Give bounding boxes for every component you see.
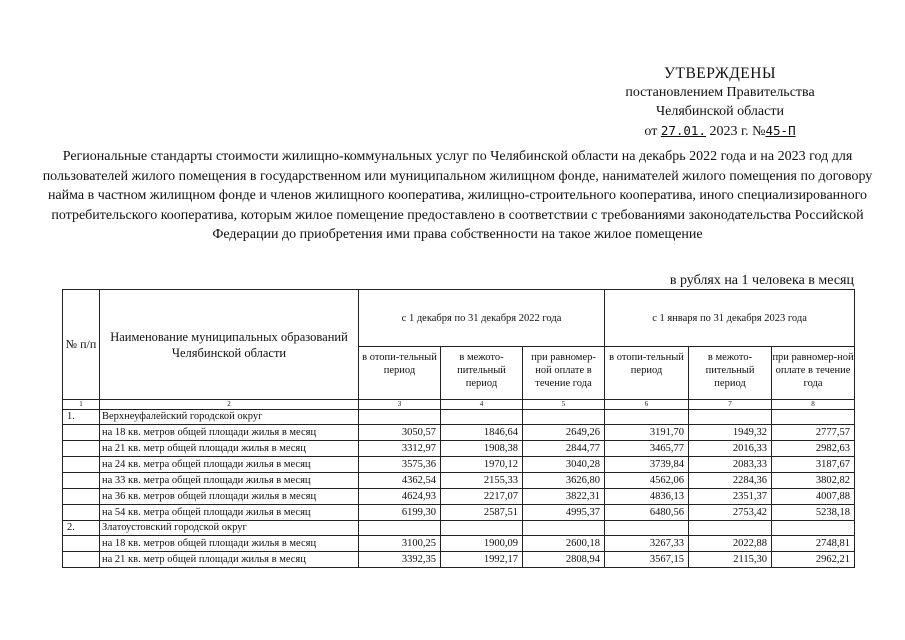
value-cell: 2083,33 — [689, 457, 772, 473]
row-name: на 18 кв. метров общей площади жилья в месяц — [100, 536, 359, 552]
column-index: 3 — [359, 400, 441, 410]
header-sub-offseason-2022: в межото-пительный период — [441, 347, 523, 400]
value-cell: 3567,15 — [605, 552, 689, 568]
table-row — [63, 425, 855, 441]
value-cell: 1992,17 — [441, 552, 523, 568]
group-row — [63, 410, 855, 425]
value-cell: 2284,36 — [689, 473, 772, 489]
value-cell: 3050,57 — [359, 425, 441, 441]
value-cell: 3739,84 — [605, 457, 689, 473]
table-body — [63, 410, 855, 568]
column-index: 4 — [441, 400, 523, 410]
empty-cell — [605, 521, 689, 536]
value-cell: 3575,36 — [359, 457, 441, 473]
value-cell: 6199,30 — [359, 505, 441, 521]
value-cell: 2217,07 — [441, 489, 523, 505]
value-cell: 2962,21 — [772, 552, 855, 568]
empty-cell — [523, 521, 605, 536]
row-name: на 21 кв. метр общей площади жилья в месяц — [100, 552, 359, 568]
row-number-cell — [63, 441, 100, 457]
column-index: 7 — [689, 400, 772, 410]
header-sub-heating-2023: в отопи-тельный период — [605, 347, 689, 400]
value-cell: 4562,06 — [605, 473, 689, 489]
group-number: 2. — [63, 521, 100, 536]
row-name: на 18 кв. метров общей площади жилья в месяц — [100, 425, 359, 441]
value-cell: 3626,80 — [523, 473, 605, 489]
table-row — [63, 441, 855, 457]
row-number-cell — [63, 536, 100, 552]
header-sub-heating-2022: в отопи-тельный период — [359, 347, 441, 400]
value-cell: 5238,18 — [772, 505, 855, 521]
header-num: № п/п — [63, 290, 100, 400]
approval-stamp — [595, 64, 845, 141]
value-cell: 3191,70 — [605, 425, 689, 441]
doc-number: 45-П — [765, 123, 796, 138]
value-cell: 3822,31 — [523, 489, 605, 505]
value-cell: 2777,57 — [772, 425, 855, 441]
column-index: 5 — [523, 400, 605, 410]
row-number-cell — [63, 489, 100, 505]
value-cell: 2753,42 — [689, 505, 772, 521]
table-row — [63, 473, 855, 489]
value-cell: 4995,37 — [523, 505, 605, 521]
value-cell: 6480,56 — [605, 505, 689, 521]
value-cell: 4362,54 — [359, 473, 441, 489]
standards-table — [62, 289, 855, 568]
value-cell: 4624,93 — [359, 489, 441, 505]
empty-cell — [772, 410, 855, 425]
row-number-cell — [63, 505, 100, 521]
empty-cell — [772, 521, 855, 536]
table-row — [63, 505, 855, 521]
empty-cell — [359, 410, 441, 425]
row-number-cell — [63, 425, 100, 441]
group-number: 1. — [63, 410, 100, 425]
row-name: на 33 кв. метра общей площади жилья в месяц — [100, 473, 359, 489]
document-title: Региональные стандарты стоимости жилищно-коммунальных услуг по Челябинской области на декабрь 2022 года и на 2023 год для пользователей жилого помещения в государственном или муниципальном жилищном фонде, нанимателей жилого помещения по договору найма в частном жилищном фонде и членов жилищного кооператива, жилищно-строительного кооператива, иного специализированного потребительского кооператива, которым жилое помещение предоставлено в соответствии с требованиями законодательства Российской Федерации до приобретения ими права собственности на такое жилое помещение — [42, 149, 873, 243]
value-cell: 2748,81 — [772, 536, 855, 552]
value-cell: 3040,28 — [523, 457, 605, 473]
header-sub-uniform-2023: при равномер-ной оплате в течение года — [772, 347, 855, 400]
value-cell: 1970,12 — [441, 457, 523, 473]
column-index-row — [63, 400, 855, 410]
approval-date-line — [595, 121, 845, 141]
group-name: Златоустовский городской округ — [100, 521, 359, 536]
empty-cell — [359, 521, 441, 536]
column-index: 6 — [605, 400, 689, 410]
value-cell: 1908,38 — [441, 441, 523, 457]
row-name: на 24 кв. метра общей площади жилья в месяц — [100, 457, 359, 473]
value-cell: 3267,33 — [605, 536, 689, 552]
table-row — [63, 536, 855, 552]
group-row — [63, 521, 855, 536]
unit-note: в рублях на 1 человека в месяц — [669, 273, 854, 288]
row-name: на 36 кв. метров общей площади жилья в месяц — [100, 489, 359, 505]
value-cell: 1900,09 — [441, 536, 523, 552]
value-cell: 4836,13 — [605, 489, 689, 505]
value-cell: 2844,77 — [523, 441, 605, 457]
value-cell: 2982,63 — [772, 441, 855, 457]
value-cell: 3100,25 — [359, 536, 441, 552]
row-number-cell — [63, 552, 100, 568]
empty-cell — [441, 410, 523, 425]
row-number-cell — [63, 457, 100, 473]
date-value: 27.01. — [660, 123, 706, 138]
header-sub-offseason-2023: в межото-пительный период — [689, 347, 772, 400]
row-number-cell — [63, 473, 100, 489]
value-cell: 2351,37 — [689, 489, 772, 505]
value-cell: 2155,33 — [441, 473, 523, 489]
value-cell: 3392,35 — [359, 552, 441, 568]
value-cell: 1949,32 — [689, 425, 772, 441]
date-prefix: от — [644, 124, 658, 139]
column-index: 8 — [772, 400, 855, 410]
empty-cell — [605, 410, 689, 425]
empty-cell — [523, 410, 605, 425]
value-cell: 3187,67 — [772, 457, 855, 473]
value-cell: 1846,64 — [441, 425, 523, 441]
header-name: Наименование муниципальных образований Челябинской области — [100, 290, 359, 400]
value-cell: 4007,88 — [772, 489, 855, 505]
approval-line-1: постановлением Правительства — [625, 85, 815, 100]
header-sub-uniform-2022: при равномер-ной оплате в течение года — [523, 347, 605, 400]
empty-cell — [689, 521, 772, 536]
value-cell: 2115,30 — [689, 552, 772, 568]
header-period-2023: с 1 января по 31 декабря 2023 года — [605, 290, 855, 347]
value-cell: 3802,82 — [772, 473, 855, 489]
value-cell: 2600,18 — [523, 536, 605, 552]
column-index: 1 — [63, 400, 100, 410]
row-name: на 54 кв. метра общей площади жилья в месяц — [100, 505, 359, 521]
empty-cell — [689, 410, 772, 425]
column-index: 2 — [100, 400, 359, 410]
value-cell: 2649,26 — [523, 425, 605, 441]
value-cell: 3465,77 — [605, 441, 689, 457]
empty-cell — [441, 521, 523, 536]
group-name: Верхнеуфалейский городской округ — [100, 410, 359, 425]
value-cell: 3312,97 — [359, 441, 441, 457]
value-cell: 2808,94 — [523, 552, 605, 568]
value-cell: 2587,51 — [441, 505, 523, 521]
date-year: 2023 г. № — [709, 124, 766, 139]
value-cell: 2016,33 — [689, 441, 772, 457]
header-period-2022: с 1 декабря по 31 декабря 2022 года — [359, 290, 605, 347]
row-name: на 21 кв. метр общей площади жилья в месяц — [100, 441, 359, 457]
approval-line-2: Челябинской области — [656, 104, 784, 119]
table-row — [63, 489, 855, 505]
approval-heading: УТВЕРЖДЕНЫ — [664, 65, 776, 82]
table-row — [63, 552, 855, 568]
table-row — [63, 457, 855, 473]
value-cell: 2022,88 — [689, 536, 772, 552]
